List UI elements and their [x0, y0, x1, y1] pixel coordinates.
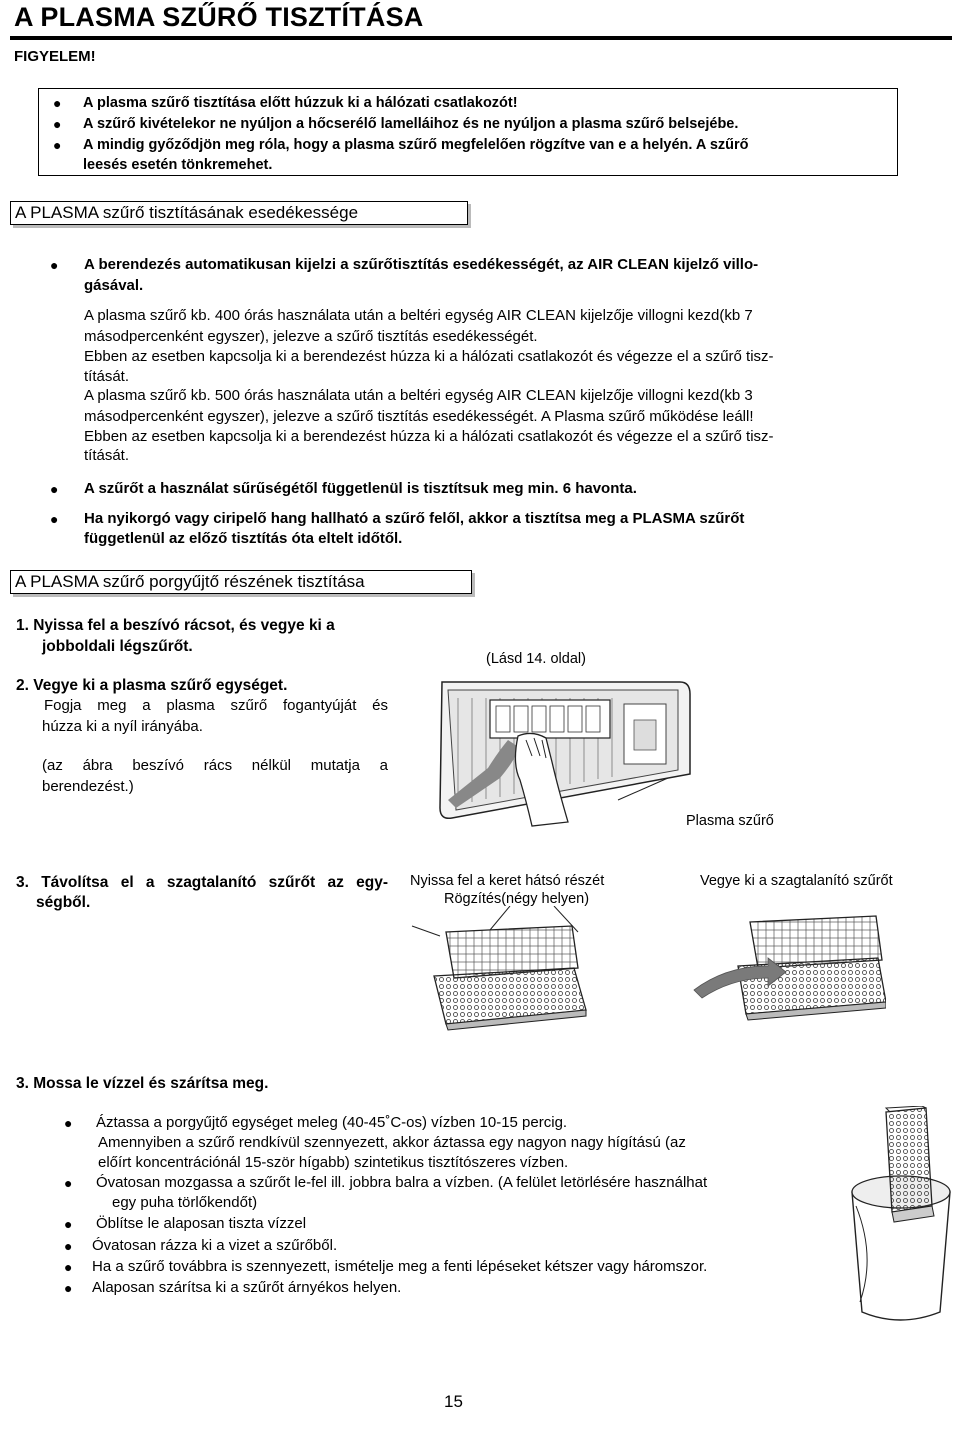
page-reference: (Lásd 14. oldal)	[486, 651, 586, 667]
bullet-icon: ●	[64, 1175, 73, 1191]
auto-indicator-text-line1: A berendezés automatikusan kijelzi a szűrőtisztítás esedékességét, az AIR CLEAN kijelző villo-	[84, 256, 759, 273]
remove-deodorizer-illustration	[686, 906, 886, 1032]
step2-line1: Fogja meg a plasma szűrő fogantyúját és	[44, 697, 388, 714]
para-line: másodpercenként egyszer), jelezve a szűrő tisztítás esedékességét. A Plasma szűrő működése leáll!	[84, 408, 754, 425]
page-number: 15	[444, 1392, 463, 1411]
bucket-filter-illustration	[846, 1106, 954, 1324]
bullet-icon: ●	[64, 1280, 73, 1296]
auto-indicator-text-line2: gásával.	[84, 277, 144, 294]
step1-line2: jobboldali légszűrőt.	[42, 638, 193, 655]
noise-text-line2: függetlenül az előző tisztítás óta eltelt időtől.	[84, 530, 403, 547]
step2-note-line2: berendezést.)	[42, 778, 134, 795]
step2-line2: húzza ki a nyíl irányába.	[42, 718, 203, 735]
step3-line2: ségből.	[36, 894, 91, 911]
figure1-label: Plasma szűrő	[686, 813, 774, 829]
step4-title: 3. Mossa le vízzel és szárítsa meg.	[16, 1075, 269, 1092]
step3-line1: 3. Távolítsa el a szagtalanító szűrőt az egy-	[16, 874, 388, 891]
para-line: Ebben az esetben kapcsolja ki a berendezést húzza ki a hálózati csatlakozót és végezze el a szűrő tisz-	[84, 348, 774, 365]
wash-item-line: Öblítse le alaposan tiszta vízzel	[96, 1215, 307, 1232]
bullet-icon: ●	[64, 1115, 73, 1131]
para-line: másodpercenként egyszer), jelezve a szűrő tisztítás esedékességét.	[84, 328, 538, 345]
bullet-icon: ●	[50, 511, 59, 527]
section-heading-collector: A PLASMA szűrő porgyűjtő részének tisztítása	[10, 570, 472, 594]
bullet-icon: ●	[53, 95, 62, 111]
bullet-icon: ●	[50, 257, 59, 273]
figure2-label1: Nyissa fel a keret hátsó részét	[410, 873, 605, 889]
figure2-label2: Rögzítés(négy helyen)	[444, 891, 590, 907]
wash-item-line: Áztassa a porgyűjtő egységet meleg (40-45˚C-os) vízben 10-15 percig.	[96, 1114, 568, 1131]
wash-item-line: előírt koncentrációnál 15-ször hígabb) szintetikus tisztítószeres vízben.	[98, 1154, 569, 1171]
warning-item: A szűrő kivételekor ne nyúljon a hőcserélő lamelláihoz és ne nyúljon a plasma szűrő belsejébe.	[83, 116, 739, 132]
warning-box	[38, 88, 898, 176]
noise-text-line1: Ha nyikorgó vagy ciripelő hang hallható a szűrő felől, akkor a tisztítsa meg a PLASMA szűrőt	[84, 510, 745, 527]
bullet-icon: ●	[50, 481, 59, 497]
bullet-icon: ●	[64, 1238, 73, 1254]
para-line: A plasma szűrő kb. 500 órás használata után a beltéri egység AIR CLEAN kijelzője villogni kezd(kb 3	[84, 387, 753, 404]
wash-item-line: egy puha törlőkendőt)	[112, 1194, 258, 1211]
para-line: Ebben az esetben kapcsolja ki a berendezést húzza ki a hálózati csatlakozót és végezze el a szűrő tisz-	[84, 428, 774, 445]
figure3-label: Vegye ki a szagtalanító szűrőt	[700, 873, 893, 889]
warning-label: FIGYELEM!	[14, 48, 96, 65]
wash-item-line: Amennyiben a szűrő rendkívül szennyezett, akkor áztassa egy nagyon nagy hígítású (az	[98, 1134, 686, 1151]
wash-item-line: Óvatosan rázza ki a vizet a szűrőből.	[92, 1237, 338, 1254]
para-line: títását.	[84, 368, 130, 385]
filter-frame-illustration	[410, 906, 590, 1032]
wash-item-line: Ha a szűrő továbbra is szennyezett, ismételje meg a fenti lépéseket kétszer vagy háromszor.	[92, 1258, 708, 1275]
bullet-icon: ●	[64, 1216, 73, 1232]
para-line: A plasma szűrő kb. 400 órás használata után a beltéri egység AIR CLEAN kijelzője villogni kezd(kb 7	[84, 307, 753, 324]
bullet-icon: ●	[53, 137, 62, 153]
warning-item-continued: leesés esetén tönkremehet.	[83, 157, 273, 173]
bullet-icon: ●	[53, 116, 62, 132]
bullet-icon: ●	[64, 1259, 73, 1275]
title-divider	[10, 36, 952, 40]
page-title: A PLASMA SZŰRŐ TISZTÍTÁSA	[14, 2, 424, 32]
section-heading-due: A PLASMA szűrő tisztításának esedékessége	[10, 201, 468, 225]
step2-note-line1: (az ábra beszívó rács nélkül mutatja a	[42, 757, 388, 774]
wash-item-line: Alaposan szárítsa ki a szűrőt árnyékos helyen.	[92, 1279, 402, 1296]
indoor-unit-illustration	[428, 670, 698, 830]
step1-line1: 1. Nyissa fel a beszívó rácsot, és vegye ki a	[16, 617, 335, 634]
wash-item-line: Óvatosan mozgassa a szűrőt le-fel ill. jobbra balra a vízben. (A felület letörlésére használhat	[96, 1174, 708, 1191]
step2-title: 2. Vegye ki a plasma szűrő egységet.	[16, 677, 288, 694]
cleaning-interval-text: A szűrőt a használat sűrűségétől függetlenül is tisztítsuk meg min. 6 havonta.	[84, 480, 637, 497]
para-line: títását.	[84, 447, 130, 464]
warning-item: A plasma szűrő tisztítása előtt húzzuk ki a hálózati csatlakozót!	[83, 95, 518, 111]
warning-item: A mindig győződjön meg róla, hogy a plasma szűrő megfelelően rögzítve van e a helyén. A szűrő	[83, 137, 749, 153]
